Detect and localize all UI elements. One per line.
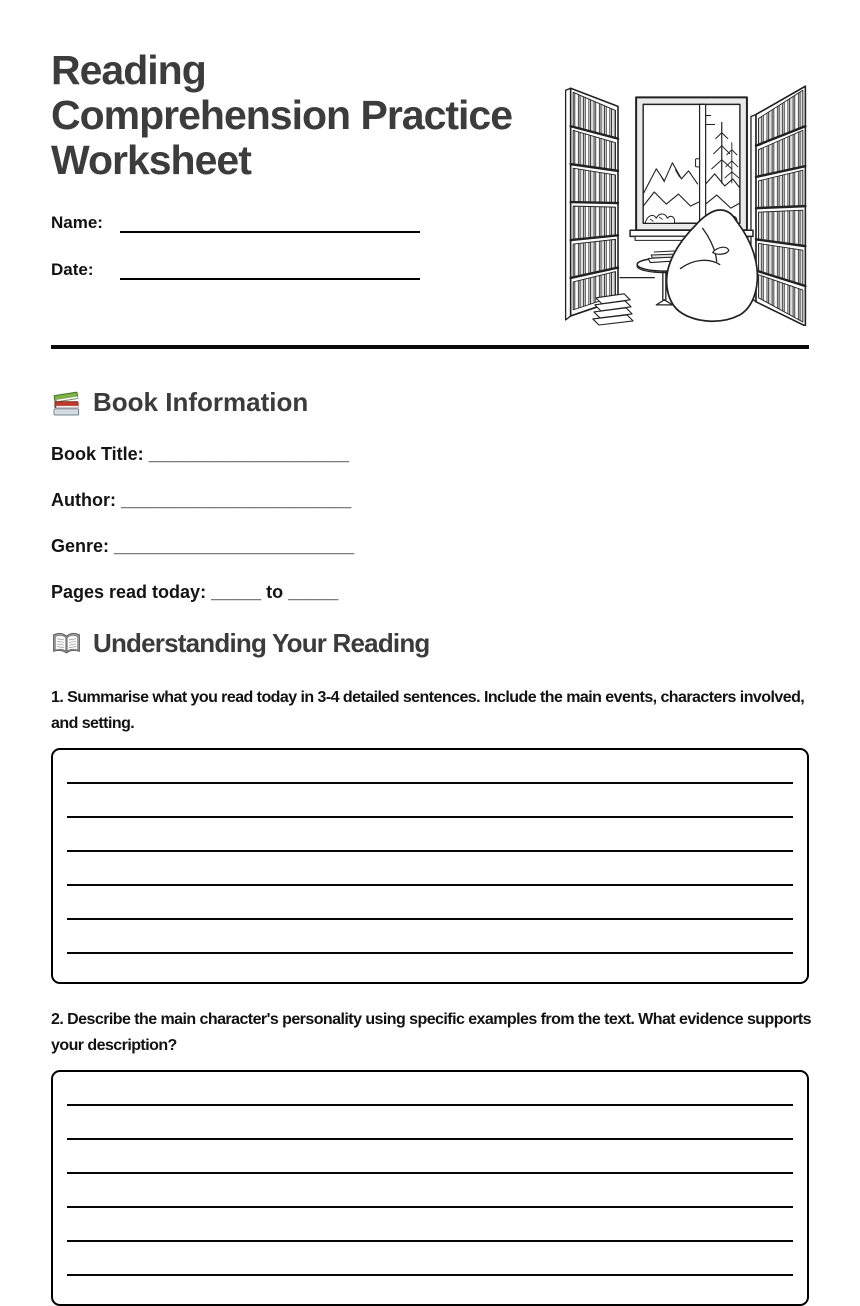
understanding-heading [51,628,809,659]
genre-blank[interactable]: ________________________ [114,536,355,556]
answer-line [67,1174,793,1208]
author-row [51,488,809,512]
answer-line [67,920,793,954]
answer-box-2[interactable] [51,1070,809,1306]
author-label: Author: [51,490,116,510]
floor-book-stack [593,294,633,325]
answer-line [67,1208,793,1242]
understanding-heading-text: Understanding Your Reading [93,628,430,658]
answer-line [67,1106,793,1140]
name-input-line[interactable] [120,211,420,233]
pages-read-label: Pages read today: [51,582,207,602]
author-blank[interactable]: _______________________ [121,490,352,510]
answer-line [67,1075,793,1106]
page-title-line-1: Reading [51,47,206,93]
left-bookshelf [566,88,618,320]
pages-read-row [51,580,809,604]
answer-line [67,753,793,784]
book-title-row [51,442,809,466]
answer-line [67,1140,793,1174]
reading-nook-illustration [563,52,811,326]
question-2: 2. Describe the main character's personality using specific examples from the text. What evidence supports your description? [51,1011,811,1054]
answer-line [67,818,793,852]
name-label: Name: [51,213,103,232]
answer-line [67,852,793,886]
page-title-line-3: Worksheet [51,137,251,183]
pages-from-blank[interactable]: _____ [211,582,262,602]
genre-row [51,534,809,558]
section-divider [51,345,809,349]
date-label: Date: [51,260,94,279]
answer-line [67,784,793,818]
books-stack-icon [51,387,82,418]
open-book-icon [51,628,82,659]
answer-line [67,1242,793,1276]
pages-to-blank[interactable]: _____ [288,582,339,602]
book-title-label: Book Title: [51,444,144,464]
book-info-heading [51,387,809,418]
genre-label: Genre: [51,536,110,556]
right-bookshelf [751,86,805,326]
pages-to-text: to [266,582,284,602]
date-input-line[interactable] [120,258,420,280]
answer-box-1[interactable] [51,748,809,984]
answer-line [67,886,793,920]
question-1: 1. Summarise what you read today in 3-4 detailed sentences. Include the main events, characters involved, and setting. [51,689,805,732]
page-title-line-2: Comprehension Practice [51,92,513,138]
book-title-blank[interactable]: ____________________ [148,444,349,464]
book-info-heading-text: Book Information [93,387,309,417]
